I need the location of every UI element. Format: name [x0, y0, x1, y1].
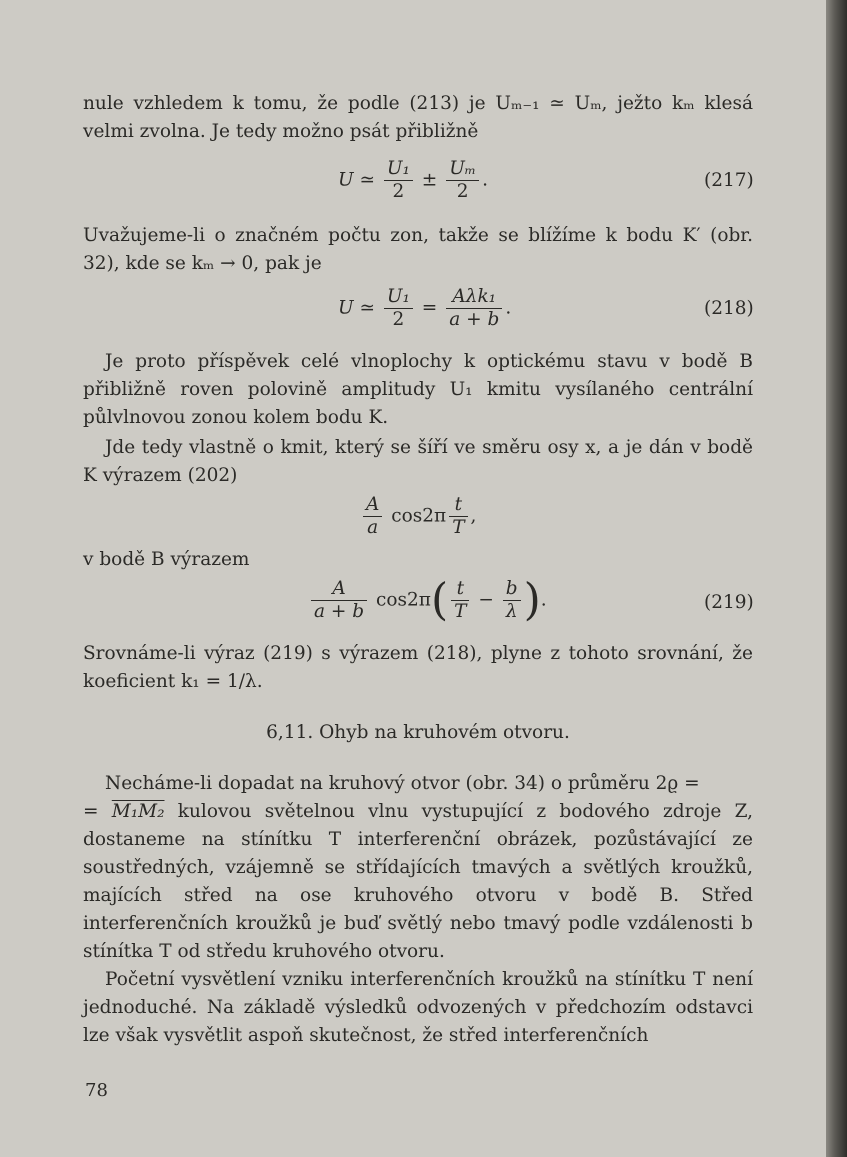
- equation-number-219: (219): [704, 592, 754, 613]
- eq218-end: .: [505, 297, 512, 319]
- paragraph-6: Srovnáme-li výraz (219) s výrazem (218), plyne z tohoto srovnání, že koeficient k₁ = 1/λ.: [83, 643, 753, 692]
- eq217-den2: 2: [456, 181, 469, 202]
- eq202-end: ,: [470, 505, 477, 527]
- paragraph-8: Početní vysvětlení vzniku interferenčních kroužků na stínítku T není jednoduché. Na základě výsledků odvozených v předchozím odstavci lze však vysvětlit aspoň skutečnost, že střed interferenčních: [83, 969, 753, 1046]
- eq202-den1: a: [367, 517, 379, 538]
- eq219-den3: λ: [505, 601, 518, 622]
- equation-number-218: (218): [704, 298, 754, 319]
- paragraph-7-line-1: Necháme-li dopadat na kruhový otvor (obr. 34) o průměru 2ϱ =: [105, 773, 700, 794]
- eq217-lhs: U ≃: [338, 169, 375, 191]
- eq217-num2: Uₘ: [446, 158, 479, 181]
- equation-219: $\frac{A}{a + b}$ cos2π( $\frac{t}{T}$ − $\frac{b}{\lambda}$ ).: [308, 578, 547, 623]
- paragraph-7: [83, 770, 753, 966]
- paragraph-5: v bodě B výrazem: [83, 549, 250, 570]
- eq219-cos: cos2π: [376, 589, 431, 611]
- equation-number-217: (217): [704, 170, 754, 191]
- equation-202: [360, 494, 476, 539]
- eq202-den2: T: [452, 517, 465, 538]
- page-number: 78: [85, 1080, 108, 1101]
- eq218-lhs: U ≃: [338, 297, 375, 319]
- equation-218: [338, 286, 511, 331]
- eq218-num1: U₁: [384, 286, 413, 309]
- eq219-num3: b: [503, 578, 521, 601]
- paragraph-3: Je proto příspěvek celé vlnoplochy k optickému stavu v bodě B přibližně roven polovině amplitudy U₁ kmitu vysílaného centrální půlvlnovou zonou kolem bodu K.: [83, 351, 753, 428]
- equation-217: [338, 158, 488, 203]
- eq217-den1: 2: [392, 181, 405, 202]
- paragraph-1: nule vzhledem k tomu, že podle (213) je Uₘ₋₁ ≃ Uₘ, ježto kₘ klesá velmi zvolna. Je tedy možno psát přibližně: [83, 93, 753, 142]
- eq217-op: ±: [421, 169, 438, 191]
- eq218-num2: Aλk₁: [446, 286, 502, 309]
- paragraph-4: Jde tedy vlastně o kmit, který se šíří ve směru osy x, a je dán v bodě K výrazem (202): [83, 437, 753, 486]
- paragraph-2: Uvažujeme-li o značném počtu zon, takže se blížíme k bodu K′ (obr. 32), kde se kₘ → 0, pak je: [83, 225, 753, 274]
- eq219-den2: T: [454, 601, 467, 622]
- paragraph-7-rest: dostaneme na stínítku T interferenční obrázek, pozůstávající ze soustředných, vzájemně se střídajících tmavých a světlých kroužků, majících střed na ose kruhového otvoru v bodě B. Střed interferenčních kroužků je buď světlý nebo tmavý podle vzdálenosti b stínítka T od středu kruhového otvoru.: [83, 829, 753, 962]
- eq219-num2: t: [451, 578, 469, 601]
- page-edge-shadow: [826, 0, 847, 1157]
- eq219-op: −: [478, 589, 494, 611]
- eq202-num1: A: [363, 494, 382, 517]
- eq202-num2: t: [449, 494, 467, 517]
- segment-m1m2: M₁M₂: [111, 801, 165, 822]
- eq217-end: .: [482, 169, 489, 191]
- eq219-num1: A: [311, 578, 367, 601]
- eq218-op: =: [421, 297, 438, 319]
- eq217-num1: U₁: [384, 158, 413, 181]
- paragraph-7-eq-sign: =: [83, 801, 112, 822]
- eq202-cos: cos2π: [391, 505, 447, 527]
- eq219-end: .: [540, 589, 547, 611]
- eq218-den1: 2: [392, 309, 405, 330]
- section-heading: 6,11. Ohyb na kruhovém otvoru.: [266, 722, 570, 743]
- eq219-den1: a + b: [314, 601, 365, 622]
- eq218-den2: a + b: [449, 309, 500, 330]
- paragraph-7-line-2: kulovou světelnou vlnu vystupující z bodového zdroje Z,: [164, 801, 753, 822]
